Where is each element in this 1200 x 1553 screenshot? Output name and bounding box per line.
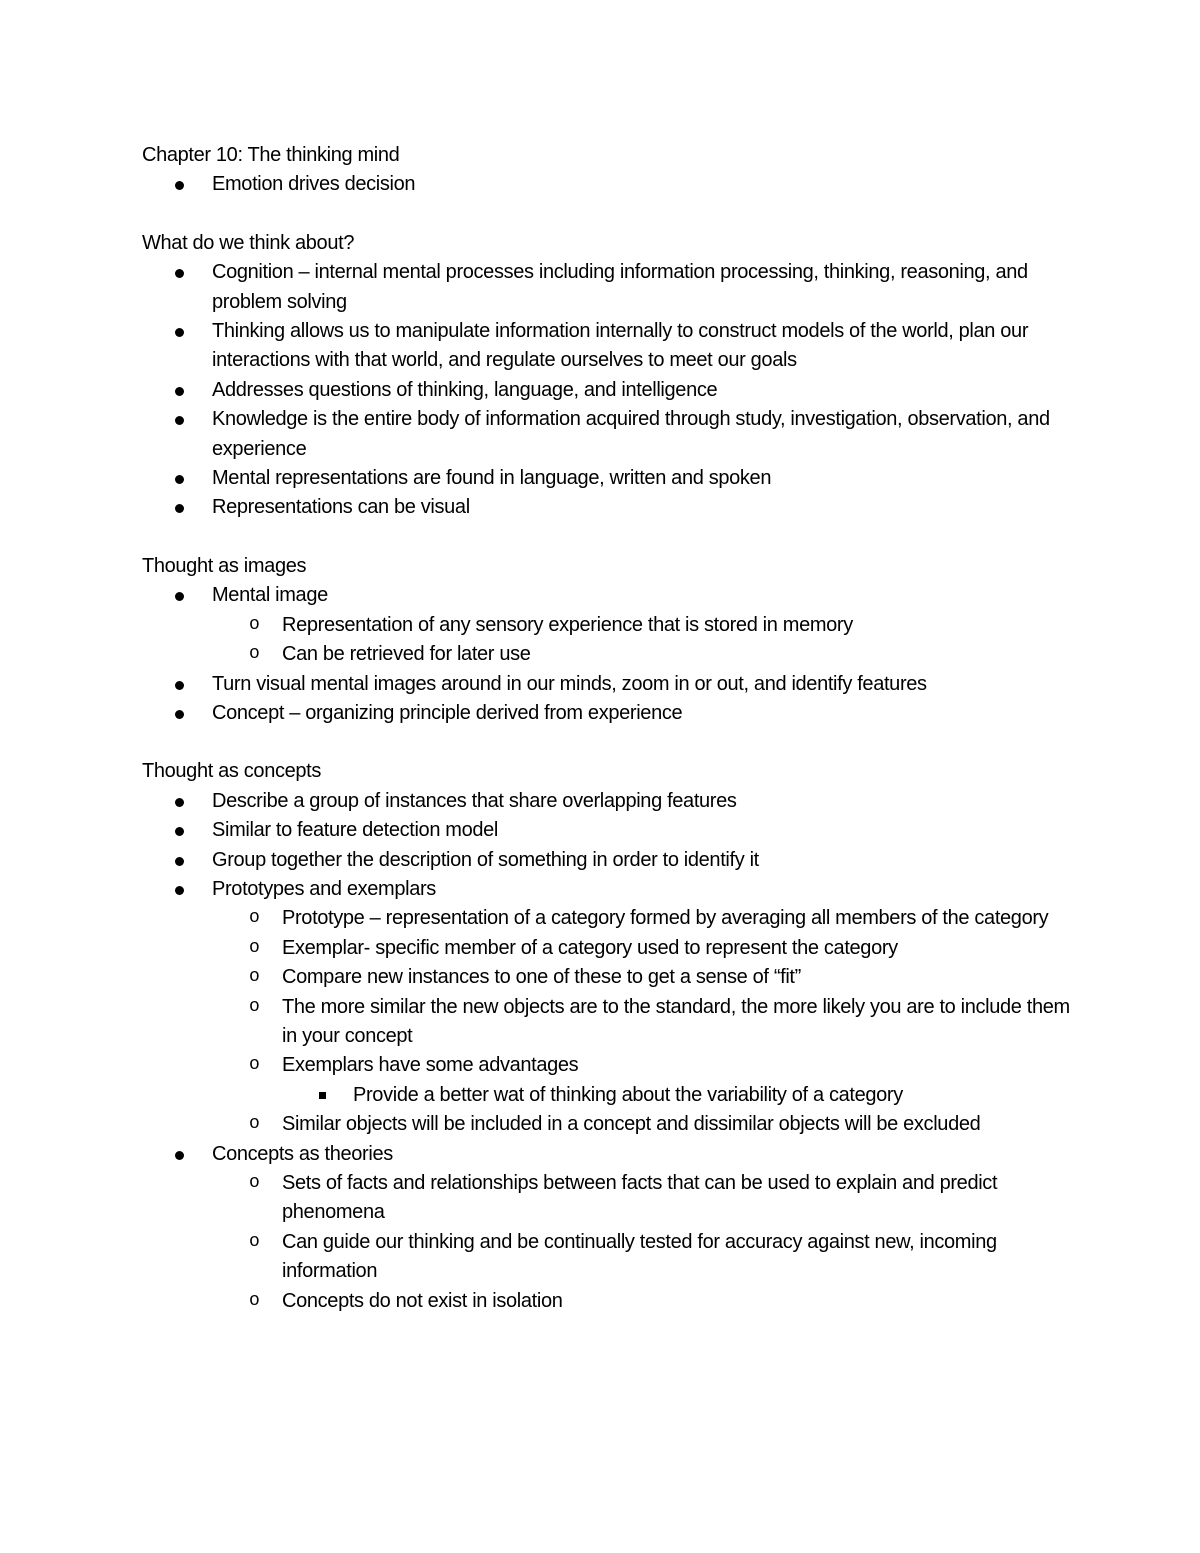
list-item: Cognition – internal mental processes including information processing, thinking, reasoning, and problem solving bbox=[142, 258, 1072, 317]
section-heading-thought-as-concepts: Thought as concepts bbox=[142, 760, 322, 783]
sub-list-item: o Can guide our thinking and be continually tested for accuracy against new, incoming information bbox=[212, 1228, 1072, 1287]
list-item: Describe a group of instances that share overlapping features bbox=[142, 787, 1072, 816]
list-item: Group together the description of something in order to identify it bbox=[142, 846, 1072, 875]
sub-list-item: o Exemplar- specific member of a category used to represent the category bbox=[212, 934, 1072, 963]
list-item: Turn visual mental images around in our minds, zoom in or out, and identify features bbox=[142, 670, 1072, 699]
list-item-concepts-as-theories bbox=[142, 1140, 1072, 1316]
section-list-thought-as-concepts bbox=[142, 787, 1072, 1316]
list-item: Emotion drives decision bbox=[142, 170, 1072, 199]
list-item: Addresses questions of thinking, language, and intelligence bbox=[142, 376, 1072, 405]
sub-list-item-advantages bbox=[212, 1051, 1072, 1110]
spacer bbox=[142, 200, 1072, 229]
sub-list-item: o Compare new instances to one of these to get a sense of “fit” bbox=[212, 963, 1072, 992]
list-item: Concept – organizing principle derived from experience bbox=[142, 699, 1072, 728]
section-heading-thought-as-images: Thought as images bbox=[142, 554, 307, 577]
list-item-text: Mental image bbox=[212, 584, 328, 607]
spacer bbox=[142, 728, 1072, 757]
sub-list-item: o The more similar the new objects are to the standard, the more likely you are to include them in your concept bbox=[212, 993, 1072, 1052]
list-item: Knowledge is the entire body of information acquired through study, investigation, observation, and experience bbox=[142, 405, 1072, 464]
sub-sub-list-item: Provide a better wat of thinking about the variability of a category bbox=[282, 1081, 1072, 1110]
spacer bbox=[142, 523, 1072, 552]
sub-list-mental-image bbox=[212, 611, 1072, 670]
section-list-what-do-we-think-about bbox=[142, 258, 1072, 523]
list-item-mental-image bbox=[142, 581, 1072, 669]
list-item-text: Concepts as theories bbox=[212, 1142, 393, 1165]
list-item: Mental representations are found in language, written and spoken bbox=[142, 464, 1072, 493]
sub-list-item: o Can be retrieved for later use bbox=[212, 640, 1072, 669]
section-list-thought-as-images bbox=[142, 581, 1072, 728]
list-item: Representations can be visual bbox=[142, 493, 1072, 522]
sub-list-item: o Representation of any sensory experience that is stored in memory bbox=[212, 611, 1072, 640]
sub-sub-list-advantages bbox=[282, 1081, 1072, 1110]
sub-list-prototypes bbox=[212, 904, 1072, 1139]
sub-list-item: o Prototype – representation of a category formed by averaging all members of the category bbox=[212, 904, 1072, 933]
sub-list-item: o Similar objects will be included in a concept and dissimilar objects will be excluded bbox=[212, 1110, 1072, 1139]
sub-list-item-text: Exemplars have some advantages bbox=[282, 1054, 579, 1077]
list-item: Thinking allows us to manipulate information internally to construct models of the world, plan our interactions with that world, and regulate ourselves to meet our goals bbox=[142, 317, 1072, 376]
sub-list-item: o Concepts do not exist in isolation bbox=[212, 1287, 1072, 1316]
intro-list bbox=[142, 170, 1072, 199]
list-item-prototypes bbox=[142, 875, 1072, 1140]
section-heading-what-do-we-think-about: What do we think about? bbox=[142, 231, 355, 254]
list-item: Similar to feature detection model bbox=[142, 816, 1072, 845]
sub-list-item: o Sets of facts and relationships between facts that can be used to explain and predict phenomena bbox=[212, 1169, 1072, 1228]
document-body bbox=[142, 141, 1072, 1316]
list-item-text: Prototypes and exemplars bbox=[212, 877, 436, 900]
document-title: Chapter 10: The thinking mind bbox=[142, 144, 400, 166]
sub-list-concepts-as-theories bbox=[212, 1169, 1072, 1316]
